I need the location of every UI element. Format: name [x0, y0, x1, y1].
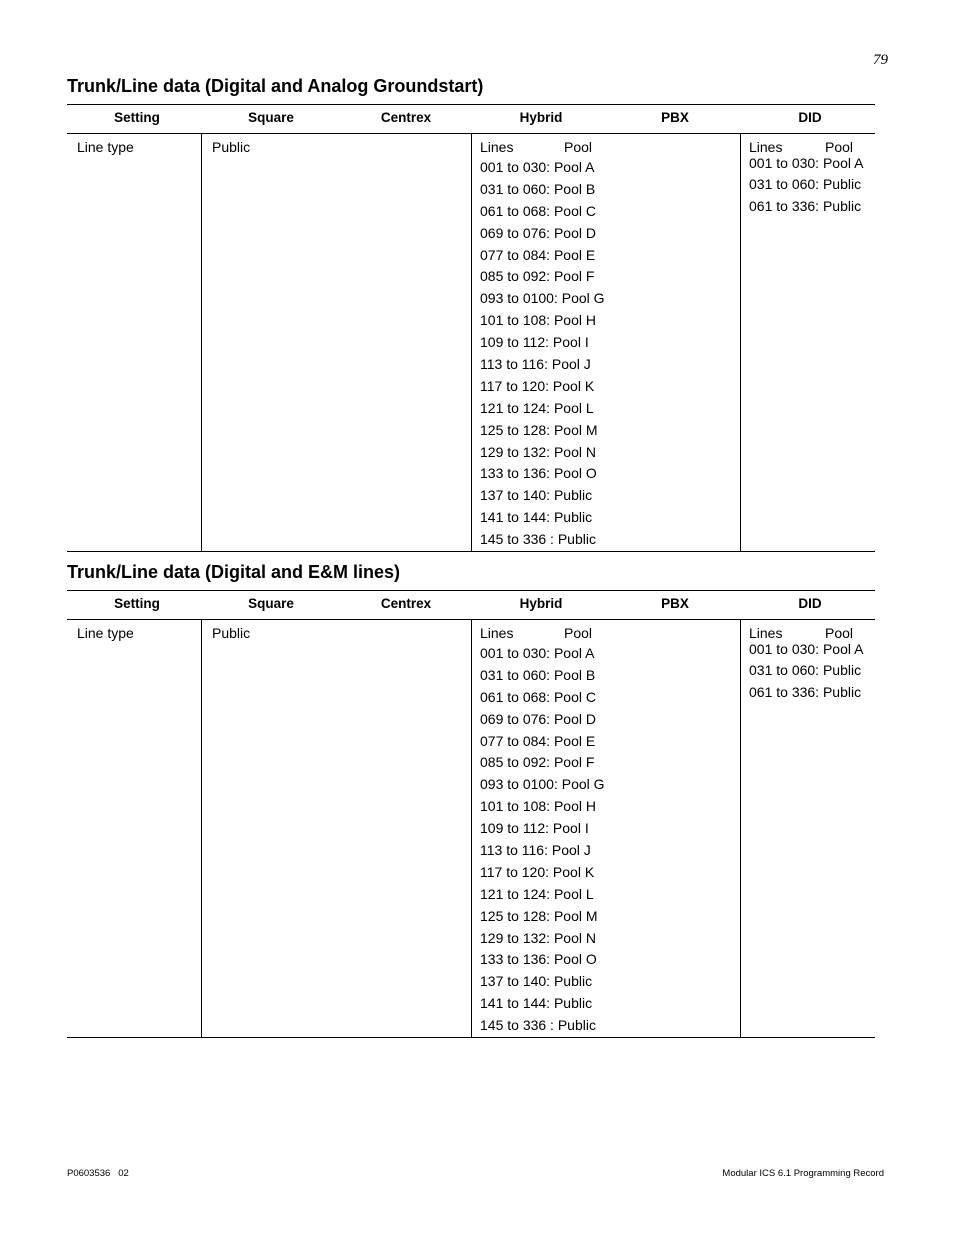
list-item: 001 to 030: Pool A	[749, 155, 864, 171]
hybrid-subheader	[480, 624, 605, 642]
list-item: 117 to 120: Pool K	[480, 863, 595, 880]
table-row	[67, 620, 875, 1038]
list-item: 125 to 128: Pool M	[480, 907, 598, 924]
did-pool-label: Pool	[825, 139, 854, 155]
list-item: 101 to 108: Pool H	[480, 798, 596, 815]
list-item: 137 to 140: Public	[480, 973, 593, 990]
list-item: 113 to 116: Pool J	[480, 356, 591, 373]
header-square: Square	[248, 596, 294, 611]
trunk-line-table-em-lines	[67, 590, 875, 1038]
column-divider	[740, 134, 741, 551]
list-item: 061 to 068: Pool C	[480, 688, 596, 705]
header-centrex: Centrex	[380, 596, 432, 611]
column-divider	[471, 134, 472, 551]
trunk-line-table-groundstart	[67, 104, 875, 552]
list-item: 061 to 068: Pool C	[480, 202, 596, 219]
did-subheader	[749, 624, 863, 642]
list-item: 031 to 060: Public	[749, 662, 862, 678]
list-item: 145 to 336 : Public	[480, 1017, 596, 1034]
list-item: 069 to 076: Pool D	[480, 224, 596, 241]
section-title-groundstart: Trunk/Line data (Digital and Analog Groundstart)	[67, 76, 484, 96]
section-title-em-lines: Trunk/Line data (Digital and E&M lines)	[67, 562, 401, 582]
header-setting: Setting	[114, 110, 160, 125]
header-did: DID	[798, 110, 822, 125]
did-cell	[749, 138, 863, 217]
list-item: 137 to 140: Public	[480, 487, 593, 504]
did-lines-label: Lines	[749, 625, 783, 641]
column-divider	[740, 620, 741, 1037]
document-title: Modular ICS 6.1 Programming Record	[722, 1168, 884, 1179]
list-item: 069 to 076: Pool D	[480, 710, 596, 727]
did-pool-label: Pool	[825, 625, 854, 641]
list-item: 031 to 060: Pool B	[480, 180, 596, 197]
list-item: 001 to 030: Pool A	[749, 641, 864, 657]
list-item: 129 to 132: Pool N	[480, 443, 596, 460]
page-number: 79	[873, 52, 888, 68]
list-item: 001 to 030: Pool A	[480, 645, 595, 661]
header-setting: Setting	[114, 596, 160, 611]
setting-cell: Line type	[77, 625, 134, 641]
setting-cell: Line type	[77, 139, 134, 155]
did-lines-label: Lines	[749, 139, 783, 155]
list-item: 031 to 060: Pool B	[480, 666, 596, 683]
list-item: 085 to 092: Pool F	[480, 754, 595, 771]
hybrid-cell	[480, 138, 605, 550]
document-id: P0603536 02	[67, 1168, 129, 1179]
list-item: 077 to 084: Pool E	[480, 732, 596, 749]
list-item: 125 to 128: Pool M	[480, 421, 598, 438]
header-centrex: Centrex	[380, 110, 432, 125]
list-item: 093 to 0100: Pool G	[480, 776, 605, 793]
list-item: 133 to 136: Pool O	[480, 465, 597, 482]
list-item: 031 to 060: Public	[749, 176, 862, 192]
list-item: 061 to 336: Public	[749, 197, 862, 214]
hybrid-lines-label: Lines	[480, 625, 514, 641]
list-item: 141 to 144: Public	[480, 509, 593, 526]
header-pbx: PBX	[661, 110, 689, 125]
hybrid-subheader	[480, 138, 605, 156]
hybrid-pool-label: Pool	[564, 139, 593, 155]
did-subheader	[749, 138, 863, 156]
table-header-row	[67, 590, 875, 620]
table-row	[67, 134, 875, 552]
column-divider	[201, 134, 202, 551]
header-did: DID	[798, 596, 822, 611]
hybrid-lines-label: Lines	[480, 139, 514, 155]
header-hybrid: Hybrid	[519, 596, 563, 611]
square-cell: Public	[212, 139, 251, 155]
header-square: Square	[248, 110, 294, 125]
list-item: 093 to 0100: Pool G	[480, 290, 605, 307]
square-cell: Public	[212, 625, 251, 641]
list-item: 101 to 108: Pool H	[480, 312, 596, 329]
list-item: 109 to 112: Pool I	[480, 820, 589, 837]
list-item: 061 to 336: Public	[749, 683, 862, 700]
list-item: 001 to 030: Pool A	[480, 159, 595, 175]
list-item: 145 to 336 : Public	[480, 531, 596, 548]
header-pbx: PBX	[661, 596, 689, 611]
did-cell	[749, 624, 863, 703]
hybrid-pool-label: Pool	[564, 625, 593, 641]
list-item: 121 to 124: Pool L	[480, 399, 594, 416]
list-item: 121 to 124: Pool L	[480, 885, 594, 902]
list-item: 129 to 132: Pool N	[480, 929, 596, 946]
list-item: 141 to 144: Public	[480, 995, 593, 1012]
list-item: 113 to 116: Pool J	[480, 842, 591, 859]
hybrid-cell	[480, 624, 605, 1036]
list-item: 117 to 120: Pool K	[480, 377, 595, 394]
column-divider	[201, 620, 202, 1037]
list-item: 085 to 092: Pool F	[480, 268, 595, 285]
header-hybrid: Hybrid	[519, 110, 563, 125]
table-header-row	[67, 104, 875, 134]
list-item: 077 to 084: Pool E	[480, 246, 596, 263]
column-divider	[471, 620, 472, 1037]
list-item: 133 to 136: Pool O	[480, 951, 597, 968]
list-item: 109 to 112: Pool I	[480, 334, 589, 351]
